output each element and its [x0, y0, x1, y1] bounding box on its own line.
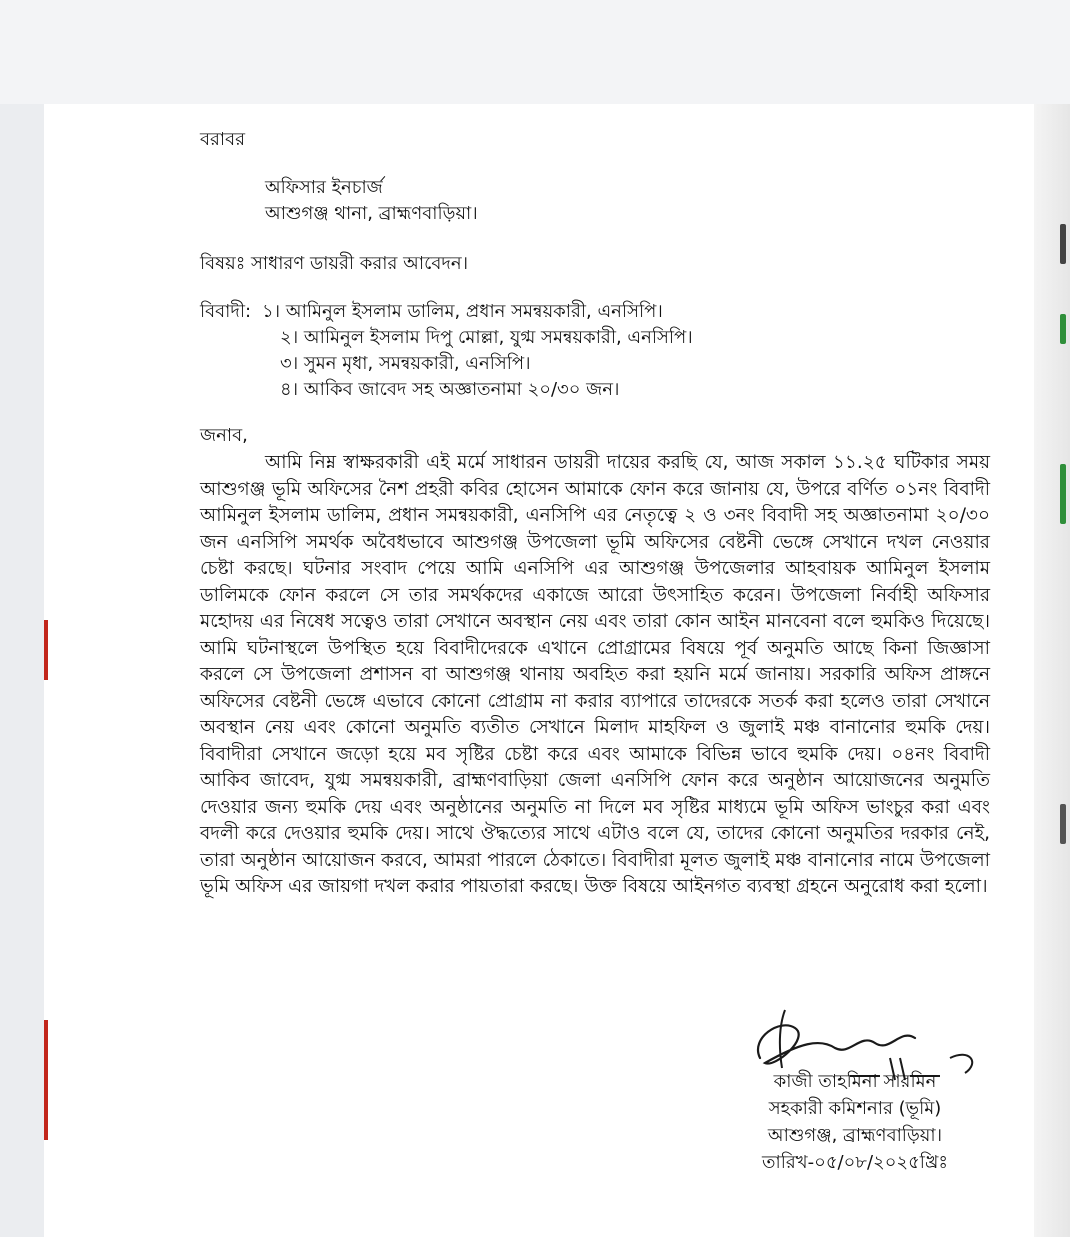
letter-body: আমি নিম্ন স্বাক্ষরকারী এই মর্মে সাধারন ডায়রী দায়ের করছি যে, আজ সকাল ১১.২৫ ঘটিকার সময় আশুগঞ্জ ভূমি অফিসের নৈশ প্রহরী কবির হোসেন আমাকে ফোন করে জানায় যে, উপরে বর্ণিত ০১নং বিবাদী আমিনুল ইসলাম ডালিম, প্রধান সমন্বয়কারী, এনসিপি এর নেতৃত্বে ২ ও ৩নং বিবাদী সহ অজ্ঞাতনামা ২০/৩০ জন এনসিপি সমর্থক অবৈধভাবে আশুগঞ্জ উপজেলা ভূমি অফিসের বেষ্টনী ভেঙ্গে সেখানে দখল নেওয়ার চেষ্টা করছে। ঘটনার সংবাদ পেয়ে আমি এনসিপি এর আশুগঞ্জ উপজেলার আহবায়ক আমিনুল ইসলাম ডালিমকে ফোন করলে সে তার সমর্থকদের একাজে আরো উৎসাহিত করেন। উপজেলা নির্বাহী অফিসার মহোদয় এর নিষেধ সত্বেও তারা সেখানে অবস্থান নেয় এবং তারা কোন আইন মানবেনা বলে হুমকিও দিয়েছে। আমি ঘটনাস্থলে উপস্থিত হয়ে বিবাদীদেরকে এখানে প্রোগ্রামের বিষয়ে পূর্ব অনুমতি আছে কিনা জিজ্ঞাসা করলে সে উপজেলা প্রশাসন বা আশুগঞ্জ থানায় অবহিত করা হয়নি মর্মে জানায়। সরকারি অফিস প্রাঙ্গনে অফিসের বেষ্টনী ভেঙ্গে এভাবে কোনো প্রোগ্রাম না করার ব্যাপারে তাদেরকে সতর্ক করা হলেও তারা সেখানে অবস্থান নেয় এবং কোনো অনুমতি ব্যতীত সেখানে মিলাদ মাহফিল ও জুলাই মঞ্চ বানানোর হুমকি দেয়। বিবাদীরা সেখানে জড়ো হয়ে মব সৃষ্টির চেষ্টা করে এবং আমাকে বিভিন্ন ভাবে হুমকি দেয়। ০৪নং বিবাদী আকিব জাবেদ, যুগ্ম সমন্বয়কারী, ব্রাহ্মণবাড়িয়া জেলা এনসিপি ফোন করে অনুষ্ঠান আয়োজনের অনুমতি দেওয়ার জন্য হুমকি দেয় এবং অনুষ্ঠানের অনুমতি না দিলে মব সৃষ্টির মাধ্যমে ভূমি অফিস ভাংচুর করা এবং বদলী করে দেওয়ার হুমকি দেয়। সাথে ঔদ্ধত্যের সাথে এটাও বলে যে, তাদের কোনো অনুমতির দরকার নেই, তারা অনুষ্ঠান আয়োজন করবে, আমরা পারলে ঠেকাতে। বিবাদীরা মূলত জুলাই মঞ্চ বানানোর নামে উপজেলা ভূমি অফিস এর জায়গা দখল করার পায়তারা করছে। উক্ত বিষয়ে আইনগত ব্যবস্থা গ্রহনে অনুরোধ করা হলো।	[200, 452, 990, 897]
edge-mark	[44, 620, 48, 680]
defendant-item: ৪। আকিব জাবেদ সহ অজ্ঞাতনামা ২০/৩০ জন।	[280, 379, 620, 400]
signatory-name: কাজী তাহমিনা সারমিন	[773, 1071, 937, 1092]
edge-mark	[1060, 224, 1066, 264]
salutation-to: বরাবর	[200, 129, 246, 150]
subject-line: বিষয়ঃ সাধারণ ডায়রী করার আবেদন।	[200, 253, 469, 274]
defendant-item: ২। আমিনুল ইসলাম দিপু মোল্লা, যুগ্ম সমন্বয়কারী, এনসিপি।	[280, 327, 693, 348]
recipient-address: আশুগঞ্জ থানা, ব্রাহ্মণবাড়িয়া।	[265, 203, 478, 224]
edge-mark	[1060, 804, 1066, 844]
edge-mark	[1060, 464, 1066, 524]
document-page	[44, 104, 1034, 1237]
signature-date: তারিখ-০৫/০৮/২০২৫খ্রিঃ	[762, 1152, 948, 1173]
defendant-item: ১। আমিনুল ইসলাম ডালিম, প্রধান সমন্বয়কারী, এনসিপি।	[262, 301, 663, 322]
background-top	[0, 0, 1070, 104]
scan-edge-right	[1034, 104, 1070, 1237]
edge-mark	[44, 1020, 48, 1140]
defendant-item: ৩। সুমন মৃধা, সমন্বয়কারী, এনসিপি।	[280, 353, 531, 374]
signatory-office: আশুগঞ্জ, ব্রাহ্মণবাড়িয়া।	[767, 1125, 943, 1146]
defendants-label: বিবাদী:	[200, 301, 252, 322]
signatory-designation: সহকারী কমিশনার (ভূমি)	[768, 1098, 942, 1119]
greeting: জনাব,	[200, 425, 248, 446]
signature-block	[710, 1068, 1000, 1176]
recipient-title: অফিসার ইনচার্জ	[265, 177, 383, 198]
edge-mark	[1060, 314, 1066, 344]
